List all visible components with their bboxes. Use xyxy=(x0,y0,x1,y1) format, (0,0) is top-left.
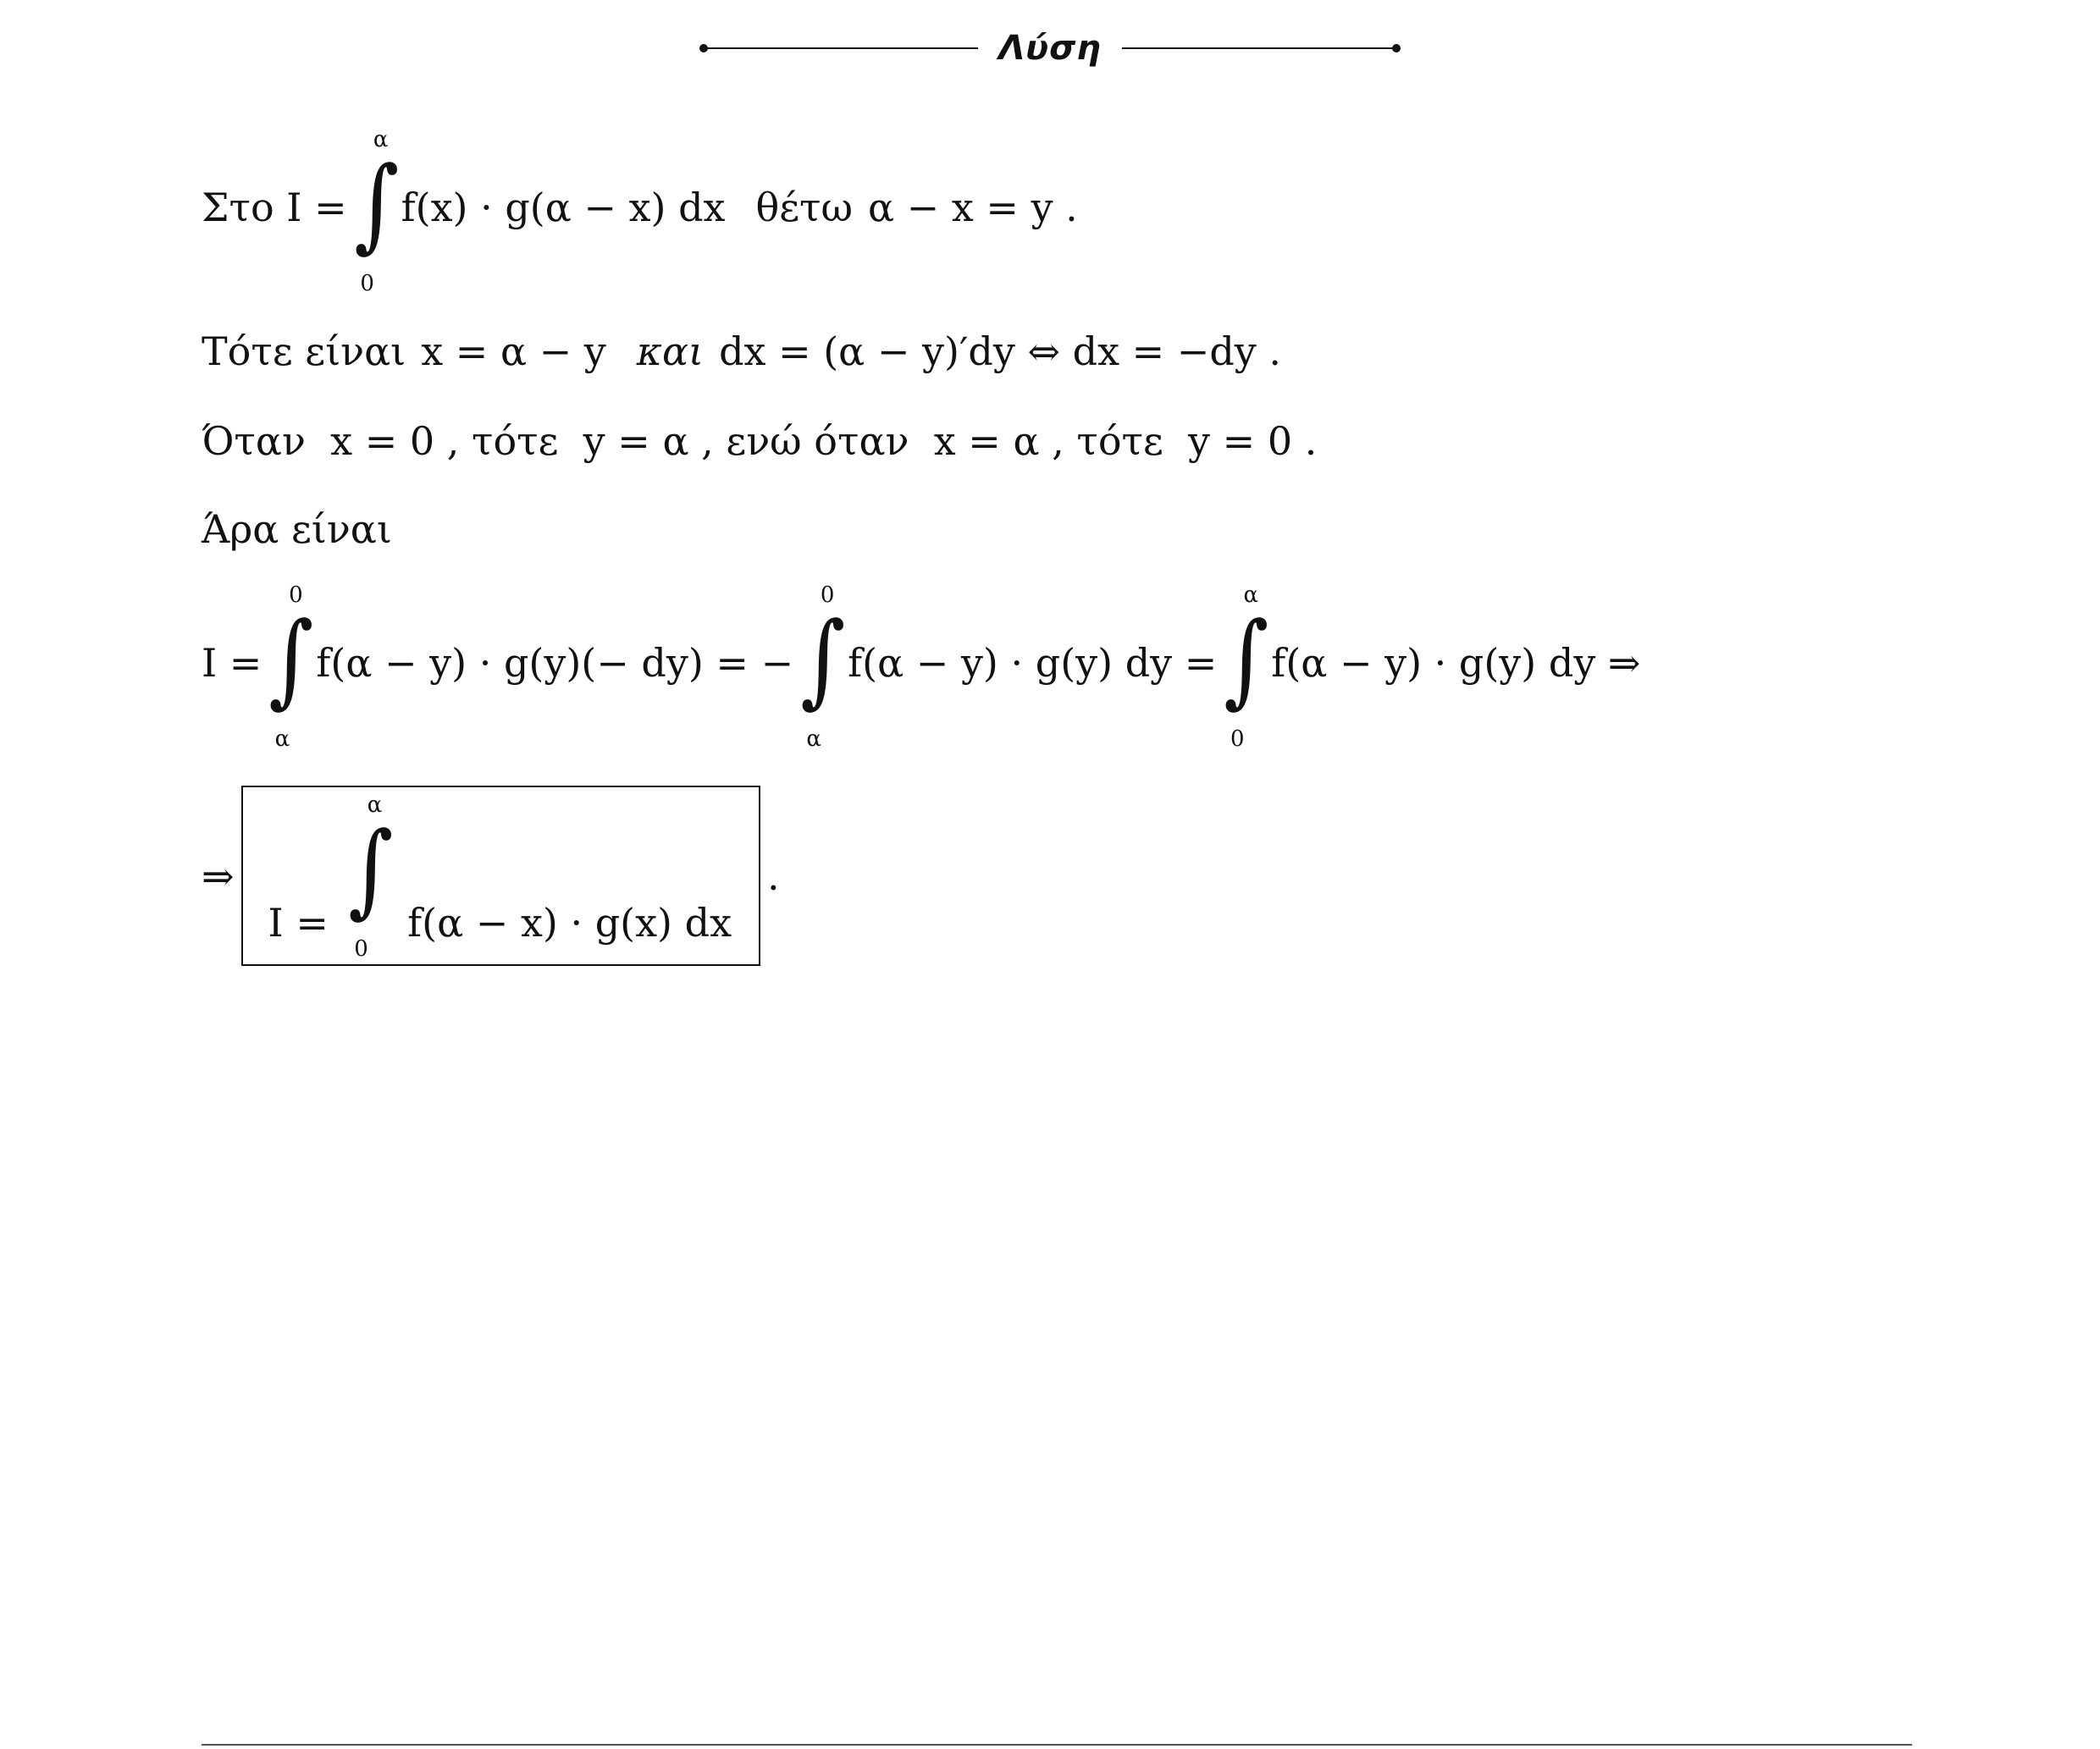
line-substitution xyxy=(202,127,1078,296)
line5-term2: f(α − y) · g(y) dy = xyxy=(848,640,1218,686)
line2-eq1: x = α − y xyxy=(421,328,606,374)
line1-integrand: f(x) · g(α − x) dx xyxy=(401,185,726,230)
integral-2-upper: 0 xyxy=(289,582,303,608)
header-rule-right xyxy=(1122,47,1397,49)
line4-text: Άρα είναι xyxy=(202,506,392,552)
result-box xyxy=(241,786,760,966)
integral-2 xyxy=(265,582,314,752)
header-rule-left xyxy=(703,47,978,49)
line5-term3: f(α − y) · g(y) dy ⇒ xyxy=(1271,640,1641,686)
integral-1-upper: α xyxy=(373,127,389,152)
integral-sign: ∫ xyxy=(800,601,846,719)
line-bounds xyxy=(202,418,1318,464)
integral-3-upper: 0 xyxy=(820,582,835,608)
line2-eq2: dx = (α − y)′dy ⇔ dx = −dy . xyxy=(719,328,1282,374)
integral-1-lower: 0 xyxy=(360,271,374,296)
line-result xyxy=(202,786,780,966)
integral-3 xyxy=(797,582,846,752)
integral-sign: ∫ xyxy=(353,146,399,263)
line6-lhs: I = xyxy=(268,900,329,946)
integral-5 xyxy=(345,792,393,962)
line-therefore xyxy=(202,506,392,552)
section-title: Λύση xyxy=(998,29,1102,68)
line6-end: . xyxy=(767,852,780,899)
line-then xyxy=(202,328,1282,374)
integral-3-lower: α xyxy=(806,726,821,752)
integral-4 xyxy=(1220,582,1269,752)
line6-arrow: ⇒ xyxy=(202,852,235,899)
line1-middle: θέτω xyxy=(755,185,853,230)
integral-5-upper: α xyxy=(367,792,383,818)
line1-tail: α − x = y . xyxy=(867,185,1078,230)
integral-4-upper: α xyxy=(1243,582,1259,608)
integral-5-lower: 0 xyxy=(354,936,368,962)
integral-sign: ∫ xyxy=(347,811,393,929)
footer-rule xyxy=(202,1744,1912,1746)
line5-lhs: I = xyxy=(202,640,262,686)
line3-text: Όταν x = 0 , τότε y = α , ενώ όταν x = α , τότε y = 0 . xyxy=(202,418,1318,464)
integral-2-lower: α xyxy=(274,726,290,752)
integral-1 xyxy=(351,127,399,296)
line6-integrand: f(α − x) · g(x) dx xyxy=(407,900,732,946)
line2-text: Τότε είναι xyxy=(202,328,406,374)
section-header xyxy=(0,29,2100,68)
line-chain xyxy=(202,582,1641,752)
integral-4-lower: 0 xyxy=(1230,726,1245,752)
line2-and: και xyxy=(636,328,705,374)
integral-sign: ∫ xyxy=(1224,601,1269,719)
line5-term1: f(α − y) · g(y)(− dy) = − xyxy=(316,640,794,686)
integral-sign: ∫ xyxy=(268,601,314,719)
line1-prefix: Στο I = xyxy=(202,185,347,230)
